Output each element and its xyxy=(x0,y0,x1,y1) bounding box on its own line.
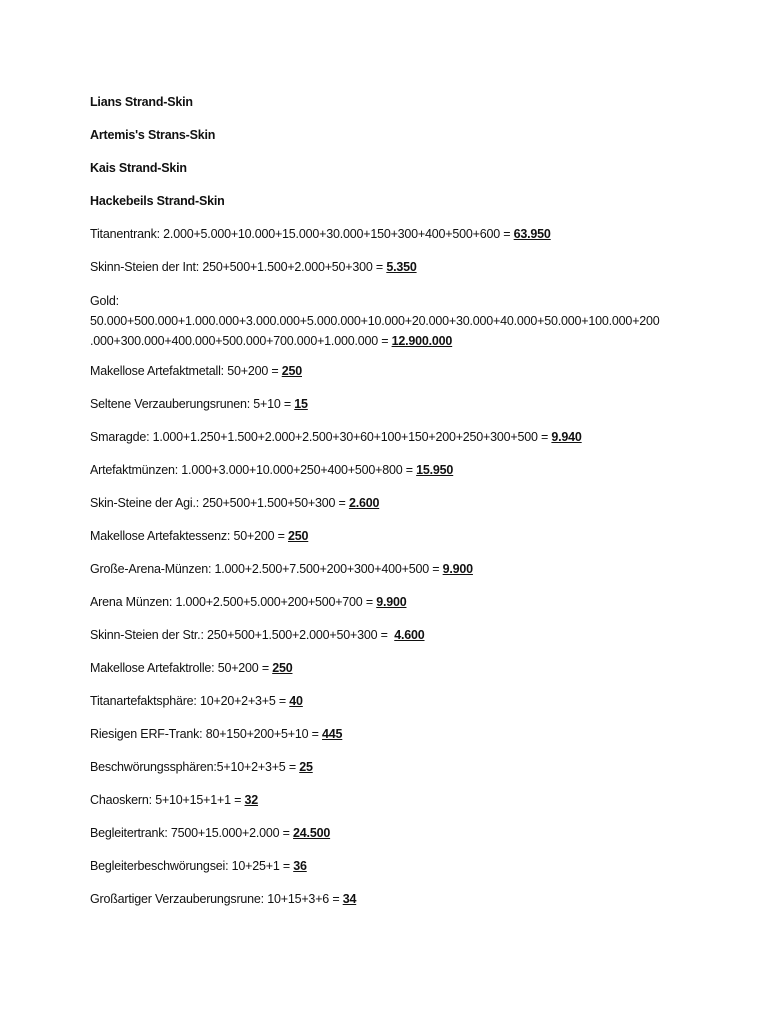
item-line xyxy=(90,758,690,776)
item-formula: Titanartefaktsphäre: 10+20+2+3+5 = xyxy=(90,694,290,708)
gold-formula-line-1: 50.000+500.000+1.000.000+3.000.000+5.000.000+10.000+20.000+30.000+40.000+50.000+100.000+200 xyxy=(90,314,660,328)
item-line xyxy=(90,692,690,710)
item-line-gold xyxy=(90,291,690,351)
item-line xyxy=(90,593,690,611)
item-formula: Arena Münzen: 1.000+2.500+5.000+200+500+700 = xyxy=(90,595,377,609)
item-formula: Begleitertrank: 7500+15.000+2.000 = xyxy=(90,826,294,840)
item-line xyxy=(90,857,690,875)
gold-total: 12.900.000 xyxy=(391,334,453,348)
item-formula: Riesigen ERF-Trank: 80+150+200+5+10 = xyxy=(90,727,323,741)
item-line xyxy=(90,362,690,380)
item-total: 9.900 xyxy=(442,562,473,576)
item-formula: Titanentrank: 2.000+5.000+10.000+15.000+30.000+150+300+400+500+600 = xyxy=(90,227,514,241)
item-total: 63.950 xyxy=(513,227,551,241)
item-total: 24.500 xyxy=(293,826,331,840)
item-total: 445 xyxy=(322,727,343,741)
item-line-skinn-steien-int xyxy=(90,258,690,276)
item-total: 25 xyxy=(299,760,313,774)
item-line-titanentrank xyxy=(90,225,690,243)
item-formula: Seltene Verzauberungsrunen: 5+10 = xyxy=(90,397,295,411)
item-formula: Beschwörungssphären:5+10+2+3+5 = xyxy=(90,760,300,774)
skin-title: Artemis's Strans-Skin xyxy=(90,128,216,142)
item-formula: Große-Arena-Münzen: 1.000+2.500+7.500+200+300+400+500 = xyxy=(90,562,443,576)
item-formula: Chaoskern: 5+10+15+1+1 = xyxy=(90,793,245,807)
item-total: 9.940 xyxy=(551,430,582,444)
skin-title: Kais Strand-Skin xyxy=(90,161,187,175)
item-total: 9.900 xyxy=(376,595,407,609)
item-formula: Smaragde: 1.000+1.250+1.500+2.000+2.500+30+60+100+150+200+250+300+500 = xyxy=(90,430,552,444)
item-total: 34 xyxy=(342,892,357,906)
skin-title: Lians Strand-Skin xyxy=(90,95,193,109)
item-line xyxy=(90,725,690,743)
item-total: 2.600 xyxy=(348,496,380,510)
item-line xyxy=(90,428,690,446)
item-total: 36 xyxy=(293,859,307,873)
item-total: 250 xyxy=(281,364,302,378)
item-total: 4.600 xyxy=(394,628,425,642)
gold-formula-line-2 xyxy=(90,331,690,351)
item-line xyxy=(90,890,690,908)
item-total: 32 xyxy=(244,793,259,807)
item-line xyxy=(90,626,690,644)
item-line xyxy=(90,560,690,578)
document-content xyxy=(90,93,690,923)
item-total: 15.950 xyxy=(416,463,454,477)
item-total: 250 xyxy=(288,529,309,543)
item-formula: Begleiterbeschwörungsei: 10+25+1 = xyxy=(90,859,294,873)
item-formula: Großartiger Verzauberungsrune: 10+15+3+6 = xyxy=(90,892,343,906)
item-formula: Skinn-Steien der Str.: 250+500+1.500+2.000+50+300 = xyxy=(90,628,395,642)
item-total: 15 xyxy=(294,397,308,411)
item-total: 250 xyxy=(272,661,293,675)
item-line xyxy=(90,395,690,413)
skin-title: Hackebeils Strand-Skin xyxy=(90,194,225,208)
item-line xyxy=(90,659,690,677)
item-formula: Makellose Artefaktmetall: 50+200 = xyxy=(90,364,282,378)
item-line xyxy=(90,824,690,842)
item-line xyxy=(90,791,690,809)
gold-formula-rest: .000+300.000+400.000+500.000+700.000+1.000.000 = xyxy=(90,334,392,348)
item-line xyxy=(90,461,690,479)
item-line xyxy=(90,527,690,545)
item-line xyxy=(90,494,690,512)
item-formula: Skinn-Steien der Int: 250+500+1.500+2.000+50+300 = xyxy=(90,260,387,274)
item-formula: Makellose Artefaktessenz: 50+200 = xyxy=(90,529,288,543)
item-formula: Artefaktmünzen: 1.000+3.000+10.000+250+400+500+800 = xyxy=(90,463,417,477)
item-formula: Skin-Steine der Agi.: 250+500+1.500+50+300 = xyxy=(90,496,349,510)
item-total: 40 xyxy=(289,694,303,708)
item-total: 5.350 xyxy=(386,260,417,274)
gold-label: Gold: xyxy=(90,294,119,308)
item-formula: Makellose Artefaktrolle: 50+200 = xyxy=(90,661,273,675)
